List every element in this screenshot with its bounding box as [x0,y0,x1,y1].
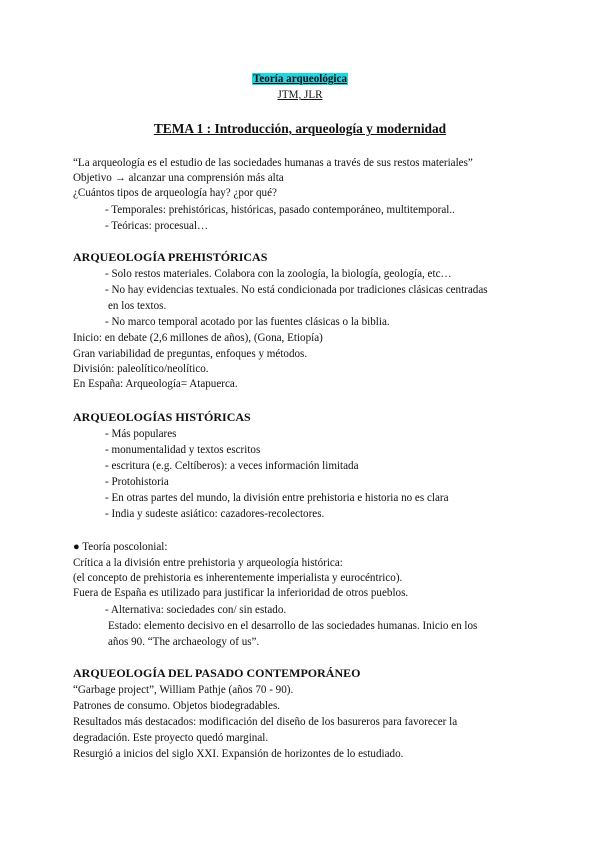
contemporary-line: “Garbage project”, William Pathje (años 70 - 90). [73,684,294,696]
intro-bullet: - Temporales: prehistóricas, históricas, pasado contemporáneo, multitemporal.. [105,204,455,216]
section-heading-contemporary: ARQUEOLOGÍA DEL PASADO CONTEMPORÁNEO [73,666,361,680]
intro-bullet: - Teóricas: procesual… [105,220,209,232]
intro-question: ¿Cuántos tipos de arqueología hay? ¿por qué? [73,187,277,199]
postcolonial-bullet-continued: años 90. “The archaeology of us”. [108,636,260,648]
doc-authors: JTM, JLR [277,89,323,101]
historic-bullet: - escritura (e.g. Celtíberos): a veces información limitada [105,460,359,472]
postcolonial-line: Fuera de España es utilizado para justificar la inferioridad de otros pueblos. [73,587,409,599]
postcolonial-bullet: - Alternativa: sociedades con/ sin estado. [105,604,287,616]
historic-bullet: - Más populares [105,428,177,440]
postcolonial-line: Crítica a la división entre prehistoria y arqueología histórica: [73,557,343,569]
prehistoric-line: Gran variabilidad de preguntas, enfoques y métodos. [73,348,308,360]
prehistoric-line: Inicio: en debate (2,6 millones de años), (Gona, Etiopía) [73,332,323,344]
doc-authors-line [0,88,600,102]
contemporary-line: degradación. Este proyecto quedó marginal. [73,732,269,744]
topic-heading: TEMA 1 : Introducción, arqueología y modernidad [153,121,447,136]
postcolonial-line: (el concepto de prehistoria es inherentemente imperialista y eurocéntrico). [73,572,403,584]
historic-bullet: - En otras partes del mundo, la división entre prehistoria e historia no es clara [105,492,449,504]
doc-title-line [0,72,600,86]
section-heading-prehistoric: ARQUEOLOGÍA PREHISTÓRICAS [73,250,268,264]
prehistoric-line: En España: Arqueología= Atapuerca. [73,378,238,390]
intro-objective: Objetivo → alcanzar una comprensión más alta [73,172,284,184]
prehistoric-bullet: - No hay evidencias textuales. No está condicionada por tradiciones clásicas centradas [105,284,488,296]
topic-heading-line [0,122,600,137]
prehistoric-bullet: - Solo restos materiales. Colabora con la zoología, la biología, geología, etc… [105,268,452,280]
contemporary-line: Resultados más destacados: modificación del diseño de los basureros para favorecer la [73,716,458,728]
doc-title: Teoría arqueológica [253,73,347,85]
prehistoric-bullet-continued: en los textos. [108,300,167,312]
prehistoric-bullet: - No marco temporal acotado por las fuentes clásicas o la biblia. [105,316,390,328]
prehistoric-line: División: paleolítico/neolítico. [73,363,209,375]
historic-bullet: - monumentalidad y textos escritos [105,444,261,456]
intro-quote: “La arqueología es el estudio de las sociedades humanas a través de sus restos materiales” [73,157,473,169]
contemporary-line: Resurgió a inicios del siglo XXI. Expansión de horizontes de lo estudiado. [73,748,404,760]
historic-bullet: - India y sudeste asiático: cazadores-recolectores. [105,508,325,520]
section-heading-historic: ARQUEOLOGÍAS HISTÓRICAS [73,410,251,424]
contemporary-line: Patrones de consumo. Objetos biodegradables. [73,700,281,712]
postcolonial-bullet-continued: Estado: elemento decisivo en el desarrollo de las sociedades humanas. Inicio en los [108,620,478,632]
historic-bullet: - Protohistoria [105,476,169,488]
postcolonial-heading: ● Teoría poscolonial: [73,541,168,553]
